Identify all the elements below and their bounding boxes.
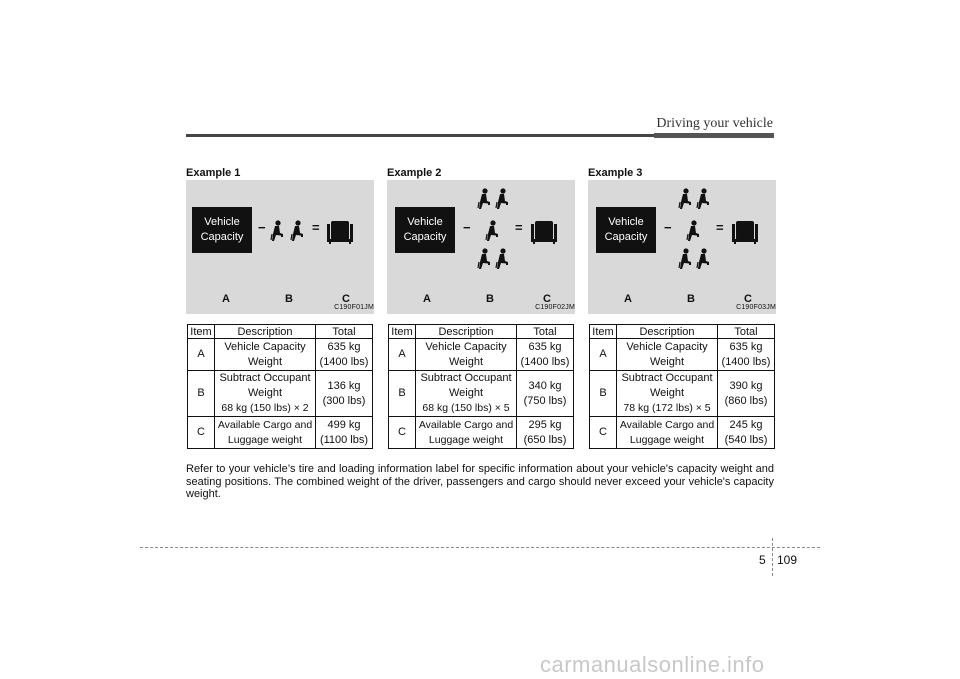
description-cell [416, 339, 517, 371]
description-cell [416, 371, 517, 417]
vehicle-capacity-text: Capacity [200, 231, 244, 243]
description-line: Luggage weight [629, 433, 705, 446]
description-line: Luggage weight [428, 433, 504, 446]
total-cell [718, 417, 775, 449]
label-a: A [222, 293, 230, 305]
capacity-table [187, 324, 373, 449]
capacity-table [388, 324, 574, 449]
item-cell: B [389, 371, 416, 417]
description-line: Vehicle Capacity [224, 340, 306, 353]
minus-sign: − [258, 220, 266, 235]
table-header-cell: Total [517, 325, 574, 339]
cargo-seat-icon [530, 220, 558, 244]
total-line: (540 lbs) [724, 433, 768, 446]
total-line: 295 kg [528, 418, 562, 431]
table-header-cell: Description [617, 325, 718, 339]
seated-person-icon [477, 248, 491, 270]
diagram-panel [588, 180, 776, 314]
description-line: Weight [448, 355, 484, 368]
total-line: 390 kg [729, 379, 763, 392]
description-line: Weight [247, 355, 283, 368]
figure-code: C190F01JM [334, 304, 374, 311]
page-number: 109 [777, 553, 798, 567]
vehicle-capacity-box [192, 207, 252, 253]
table-header-cell: Description [416, 325, 517, 339]
header-rule-accent [654, 133, 774, 138]
total-line: 635 kg [528, 340, 562, 353]
label-b: B [285, 293, 293, 305]
total-line: 245 kg [729, 418, 763, 431]
table-row [590, 339, 775, 371]
equals-sign: = [716, 220, 724, 235]
label-b: B [687, 293, 695, 305]
item-cell: B [590, 371, 617, 417]
seated-person-icon [495, 248, 509, 270]
seated-person-icon [290, 220, 304, 242]
table-header-row [188, 325, 373, 339]
description-line: 68 kg (150 lbs) × 5 [422, 402, 510, 414]
table-header-cell: Item [590, 325, 617, 339]
table-row [188, 339, 373, 371]
description-cell [617, 339, 718, 371]
table-row [590, 417, 775, 449]
description-line: Subtract Occupant [219, 372, 311, 384]
table-header-cell: Item [188, 325, 215, 339]
item-cell: C [590, 417, 617, 449]
chapter-number: 5 [759, 553, 766, 567]
table-row [389, 417, 574, 449]
total-line: (1400 lbs) [520, 355, 570, 368]
seated-person-icon [270, 220, 284, 242]
total-line: (300 lbs) [322, 394, 366, 407]
description-cell [416, 417, 517, 449]
total-line: 635 kg [327, 340, 361, 353]
minus-sign: − [463, 220, 471, 235]
label-c: C [342, 293, 350, 305]
vehicle-capacity-text: Capacity [403, 231, 447, 243]
table-header-row [590, 325, 775, 339]
table-header-row [389, 325, 574, 339]
seated-person-icon [485, 220, 499, 242]
section-title: Driving your vehicle [656, 116, 773, 131]
total-cell [517, 371, 574, 417]
capacity-table [589, 324, 775, 449]
cargo-seat-icon [731, 220, 759, 244]
table-row [389, 339, 574, 371]
total-line: 499 kg [327, 418, 361, 431]
description-cell [215, 339, 316, 371]
seated-person-icon [678, 188, 692, 210]
seated-person-icon [696, 248, 710, 270]
vehicle-capacity-box [395, 207, 455, 253]
table-header-cell: Total [316, 325, 373, 339]
table-header-cell: Total [718, 325, 775, 339]
item-cell: A [389, 339, 416, 371]
description-line: Subtract Occupant [420, 372, 512, 384]
figure-code: C190F02JM [535, 304, 575, 311]
vehicle-capacity-box [596, 207, 656, 253]
description-line: Subtract Occupant [621, 372, 713, 384]
total-line: (650 lbs) [523, 433, 567, 446]
figure-code: C190F03JM [736, 304, 776, 311]
item-cell: C [389, 417, 416, 449]
label-c: C [744, 293, 752, 305]
total-line: 635 kg [729, 340, 763, 353]
description-cell [215, 417, 316, 449]
total-cell [718, 371, 775, 417]
table-row [188, 417, 373, 449]
label-b: B [486, 293, 494, 305]
description-line: Available Cargo and [217, 418, 313, 431]
total-cell [316, 417, 373, 449]
vehicle-capacity-text: Capacity [604, 231, 648, 243]
table-row [389, 371, 574, 417]
total-line: (1400 lbs) [721, 355, 771, 368]
item-cell: A [590, 339, 617, 371]
total-line: 136 kg [327, 379, 361, 392]
item-cell: A [188, 339, 215, 371]
example-1 [186, 166, 374, 314]
total-line: (860 lbs) [724, 394, 768, 407]
table-header-cell: Item [389, 325, 416, 339]
cargo-seat-icon [326, 220, 354, 244]
diagram-panel [387, 180, 575, 314]
seated-person-icon [477, 188, 491, 210]
description-line: Vehicle Capacity [626, 340, 708, 353]
description-line: 78 kg (172 lbs) × 5 [623, 402, 711, 414]
total-cell [517, 417, 574, 449]
footer-rule [140, 547, 820, 548]
table-header-cell: Description [215, 325, 316, 339]
label-a: A [624, 293, 632, 305]
item-cell: B [188, 371, 215, 417]
vehicle-capacity-text: Vehicle [407, 216, 443, 228]
table-row [590, 371, 775, 417]
total-line: 340 kg [528, 379, 562, 392]
description-line: Weight [247, 387, 283, 399]
description-line: Weight [649, 355, 685, 368]
description-line: Luggage weight [227, 433, 303, 446]
seated-person-icon [686, 220, 700, 242]
description-line: Vehicle Capacity [425, 340, 507, 353]
example-label: Example 3 [588, 167, 643, 179]
total-line: (1100 lbs) [319, 433, 369, 446]
description-line: Available Cargo and [418, 418, 514, 431]
total-cell [316, 371, 373, 417]
page-divider [772, 538, 773, 576]
body-text: Refer to your vehicle’s tire and loading information label for specific information about your vehicle's capacity weight and seating positions. The combined weight of the driver, passengers and cargo should never exceed your vehicle's capacity weight. [186, 463, 774, 500]
diagram-panel [186, 180, 374, 314]
watermark: carmanualsonline.info [540, 652, 765, 677]
description-cell [617, 417, 718, 449]
total-line: (1400 lbs) [319, 355, 369, 368]
total-cell [718, 339, 775, 371]
description-line: 68 kg (150 lbs) × 2 [221, 402, 309, 414]
seated-person-icon [495, 188, 509, 210]
item-cell: C [188, 417, 215, 449]
seated-person-icon [696, 188, 710, 210]
label-c: C [543, 293, 551, 305]
example-label: Example 2 [387, 167, 442, 179]
description-cell [617, 371, 718, 417]
equals-sign: = [312, 220, 320, 235]
description-line: Available Cargo and [619, 418, 715, 431]
seated-person-icon [678, 248, 692, 270]
description-cell [215, 371, 316, 417]
vehicle-capacity-text: Vehicle [608, 216, 644, 228]
label-a: A [423, 293, 431, 305]
example-label: Example 1 [186, 167, 241, 179]
vehicle-capacity-text: Vehicle [204, 216, 240, 228]
minus-sign: − [664, 220, 672, 235]
example-2 [387, 166, 575, 314]
description-line: Weight [649, 387, 685, 399]
total-cell [517, 339, 574, 371]
equals-sign: = [515, 220, 523, 235]
table-row [188, 371, 373, 417]
total-cell [316, 339, 373, 371]
total-line: (750 lbs) [523, 394, 567, 407]
description-line: Weight [448, 387, 484, 399]
example-3 [588, 166, 776, 314]
